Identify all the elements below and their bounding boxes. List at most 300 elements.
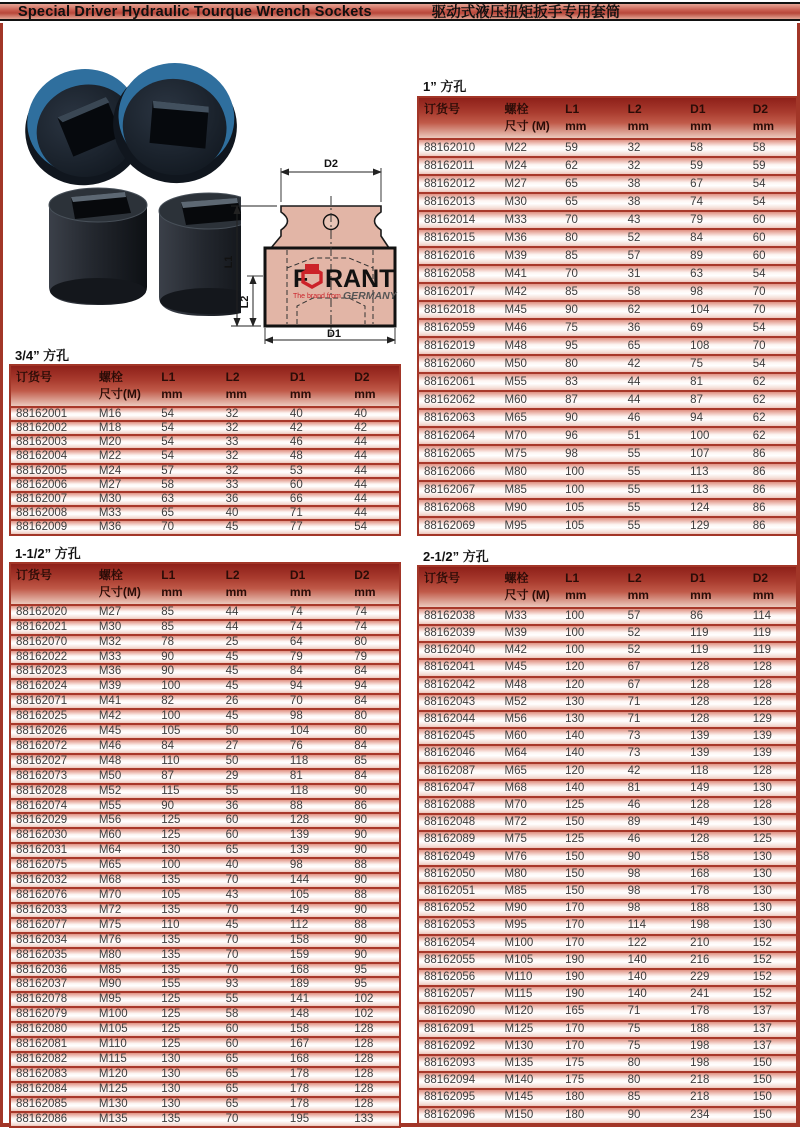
cell-bolt-size: M100 bbox=[94, 1007, 156, 1022]
cell-l1: 63 bbox=[156, 492, 220, 506]
cell-l1: 85 bbox=[156, 605, 220, 620]
cell-d2: 128 bbox=[748, 659, 797, 676]
cell-bolt-size: M90 bbox=[94, 977, 156, 992]
cell-d2: 152 bbox=[748, 986, 797, 1003]
cell-bolt-size: M32 bbox=[94, 635, 156, 650]
cell-order-number: 88162022 bbox=[10, 650, 94, 665]
cell-l2: 27 bbox=[221, 739, 285, 754]
cell-bolt-size: M65 bbox=[94, 858, 156, 873]
table-row bbox=[418, 642, 797, 659]
cell-l1: 135 bbox=[156, 933, 220, 948]
cell-d1: 64 bbox=[285, 635, 349, 650]
cell-l1: 59 bbox=[560, 139, 623, 157]
cell-l1: 100 bbox=[560, 481, 623, 499]
table-row bbox=[10, 933, 400, 948]
cell-l1: 105 bbox=[156, 724, 220, 739]
cell-d1: 88 bbox=[285, 799, 349, 814]
cell-l2: 90 bbox=[623, 849, 686, 866]
cell-bolt-size: M56 bbox=[94, 813, 156, 828]
cell-d1: 42 bbox=[285, 421, 349, 435]
cell-l1: 155 bbox=[156, 977, 220, 992]
cell-l2: 40 bbox=[221, 858, 285, 873]
cell-l1: 175 bbox=[560, 1072, 623, 1089]
table-two-and-half-inch-square-drive bbox=[417, 565, 798, 1125]
cell-l2: 73 bbox=[623, 745, 686, 762]
cell-d2: 74 bbox=[349, 605, 400, 620]
cell-bolt-size: M36 bbox=[94, 664, 156, 679]
cell-l1: 54 bbox=[156, 421, 220, 435]
table-row bbox=[10, 992, 400, 1007]
cell-order-number: 88162018 bbox=[418, 301, 499, 319]
cell-l1: 130 bbox=[560, 694, 623, 711]
cell-order-number: 88162058 bbox=[418, 265, 499, 283]
cell-d2: 90 bbox=[349, 784, 400, 799]
table-row bbox=[418, 1107, 797, 1124]
cell-l1: 170 bbox=[560, 1038, 623, 1055]
cell-d2: 90 bbox=[349, 873, 400, 888]
cell-d2: 128 bbox=[349, 1037, 400, 1052]
cell-d1: 71 bbox=[285, 506, 349, 520]
cell-d1: 198 bbox=[685, 1055, 748, 1072]
cell-d1: 84 bbox=[285, 664, 349, 679]
cell-bolt-size: M60 bbox=[94, 828, 156, 843]
cell-l2: 65 bbox=[221, 1067, 285, 1082]
cell-l1: 75 bbox=[560, 319, 623, 337]
cell-l2: 85 bbox=[623, 1089, 686, 1106]
table-row bbox=[10, 858, 400, 873]
cell-d2: 62 bbox=[748, 427, 797, 445]
cell-l1: 150 bbox=[560, 849, 623, 866]
cell-order-number: 88162046 bbox=[418, 745, 499, 762]
cell-l1: 180 bbox=[560, 1089, 623, 1106]
cell-bolt-size: M140 bbox=[499, 1072, 560, 1089]
cell-d2: 84 bbox=[349, 694, 400, 709]
cell-l2: 36 bbox=[221, 492, 285, 506]
cell-bolt-size: M130 bbox=[94, 1097, 156, 1112]
cell-d1: 128 bbox=[685, 677, 748, 694]
cell-d1: 218 bbox=[685, 1072, 748, 1089]
cell-l2: 65 bbox=[221, 1052, 285, 1067]
cell-d1: 149 bbox=[685, 814, 748, 831]
cell-order-number: 88162041 bbox=[418, 659, 499, 676]
column-header-l1: L1 mm bbox=[156, 365, 220, 407]
cell-bolt-size: M135 bbox=[499, 1055, 560, 1072]
table-row bbox=[418, 139, 797, 157]
cell-bolt-size: M70 bbox=[499, 797, 560, 814]
cell-bolt-size: M45 bbox=[499, 301, 560, 319]
cell-order-number: 88162030 bbox=[10, 828, 94, 843]
table-header-row bbox=[418, 97, 797, 139]
cell-l2: 29 bbox=[221, 769, 285, 784]
cell-l1: 190 bbox=[560, 969, 623, 986]
cell-order-number: 88162078 bbox=[10, 992, 94, 1007]
cell-d2: 84 bbox=[349, 769, 400, 784]
cell-l1: 170 bbox=[560, 1021, 623, 1038]
table-row bbox=[418, 1055, 797, 1072]
table-row bbox=[10, 679, 400, 694]
cell-order-number: 88162028 bbox=[10, 784, 94, 799]
cell-d2: 86 bbox=[748, 517, 797, 535]
table-row bbox=[418, 1021, 797, 1038]
cell-order-number: 88162092 bbox=[418, 1038, 499, 1055]
cell-d2: 133 bbox=[349, 1112, 400, 1127]
cell-l2: 52 bbox=[623, 642, 686, 659]
cell-l2: 46 bbox=[623, 797, 686, 814]
cell-d2: 54 bbox=[748, 193, 797, 211]
cell-order-number: 88162068 bbox=[418, 499, 499, 517]
table-row bbox=[10, 1067, 400, 1082]
table-row bbox=[418, 935, 797, 952]
cell-d2: 44 bbox=[349, 478, 400, 492]
cell-l1: 90 bbox=[560, 409, 623, 427]
cell-bolt-size: M75 bbox=[499, 831, 560, 848]
cell-bolt-size: M36 bbox=[94, 520, 156, 534]
cell-l1: 140 bbox=[560, 780, 623, 797]
cell-order-number: 88162047 bbox=[418, 780, 499, 797]
cell-order-number: 88162057 bbox=[418, 986, 499, 1003]
cell-d1: 178 bbox=[285, 1067, 349, 1082]
table-row bbox=[10, 478, 400, 492]
table-row bbox=[418, 229, 797, 247]
cell-d2: 90 bbox=[349, 813, 400, 828]
cell-d1: 139 bbox=[285, 843, 349, 858]
cell-d2: 150 bbox=[748, 1107, 797, 1124]
table-three-quarter-square-drive bbox=[9, 364, 401, 536]
cell-bolt-size: M85 bbox=[94, 963, 156, 978]
cell-d1: 108 bbox=[685, 337, 748, 355]
column-header-d1: D1 mm bbox=[685, 97, 748, 139]
cell-d2: 95 bbox=[349, 963, 400, 978]
cell-bolt-size: M70 bbox=[499, 427, 560, 445]
cell-l2: 70 bbox=[221, 1112, 285, 1127]
cell-l2: 43 bbox=[221, 888, 285, 903]
cell-d1: 128 bbox=[285, 813, 349, 828]
cell-d1: 168 bbox=[285, 963, 349, 978]
cell-d1: 66 bbox=[285, 492, 349, 506]
table-row bbox=[10, 635, 400, 650]
cell-l1: 82 bbox=[156, 694, 220, 709]
cell-d1: 178 bbox=[285, 1097, 349, 1112]
cell-l1: 140 bbox=[560, 745, 623, 762]
cell-l1: 130 bbox=[156, 1097, 220, 1112]
cell-l2: 44 bbox=[623, 391, 686, 409]
cell-bolt-size: M95 bbox=[499, 917, 560, 934]
cell-d1: 216 bbox=[685, 952, 748, 969]
cell-d2: 114 bbox=[748, 608, 797, 625]
cell-d2: 44 bbox=[349, 435, 400, 449]
table-row bbox=[418, 952, 797, 969]
cell-l1: 105 bbox=[156, 888, 220, 903]
column-header-order: 订货号 bbox=[10, 563, 94, 605]
cell-d1: 112 bbox=[285, 918, 349, 933]
table-row bbox=[418, 866, 797, 883]
cell-bolt-size: M95 bbox=[499, 517, 560, 535]
cell-d1: 195 bbox=[285, 1112, 349, 1127]
cell-d2: 130 bbox=[748, 780, 797, 797]
forant-tagline-small: The brand from bbox=[293, 293, 341, 300]
table-row bbox=[10, 492, 400, 506]
cell-d1: 84 bbox=[685, 229, 748, 247]
cell-d1: 218 bbox=[685, 1089, 748, 1106]
cell-d2: 139 bbox=[748, 745, 797, 762]
cell-d1: 98 bbox=[685, 283, 748, 301]
cell-l2: 98 bbox=[623, 866, 686, 883]
cell-bolt-size: M95 bbox=[94, 992, 156, 1007]
cell-l2: 80 bbox=[623, 1072, 686, 1089]
table-row bbox=[418, 355, 797, 373]
table-row bbox=[418, 608, 797, 625]
cell-l2: 98 bbox=[623, 883, 686, 900]
cell-d1: 119 bbox=[685, 625, 748, 642]
cell-l2: 65 bbox=[221, 1097, 285, 1112]
table-row bbox=[10, 620, 400, 635]
cell-l1: 125 bbox=[156, 828, 220, 843]
column-header-l1: L1 mm bbox=[560, 97, 623, 139]
cell-l2: 55 bbox=[221, 784, 285, 799]
cell-l1: 100 bbox=[156, 679, 220, 694]
cell-order-number: 88162091 bbox=[418, 1021, 499, 1038]
cell-bolt-size: M42 bbox=[499, 642, 560, 659]
cell-l1: 170 bbox=[560, 935, 623, 952]
cell-l1: 100 bbox=[560, 642, 623, 659]
cell-d2: 79 bbox=[349, 650, 400, 665]
column-header-d2: D2 mm bbox=[349, 365, 400, 407]
cell-d1: 139 bbox=[685, 745, 748, 762]
cell-order-number: 88162027 bbox=[10, 754, 94, 769]
cell-l1: 115 bbox=[156, 784, 220, 799]
cell-d2: 60 bbox=[748, 211, 797, 229]
cell-d2: 90 bbox=[349, 948, 400, 963]
cell-l2: 46 bbox=[623, 831, 686, 848]
cell-bolt-size: M68 bbox=[499, 780, 560, 797]
cell-l1: 85 bbox=[560, 247, 623, 265]
cell-d2: 150 bbox=[748, 1089, 797, 1106]
cell-l1: 150 bbox=[560, 883, 623, 900]
cell-l1: 120 bbox=[560, 677, 623, 694]
cell-d1: 188 bbox=[685, 1021, 748, 1038]
cell-l2: 42 bbox=[623, 763, 686, 780]
cell-order-number: 88162085 bbox=[10, 1097, 94, 1112]
cell-l2: 45 bbox=[221, 520, 285, 534]
cell-d1: 74 bbox=[285, 605, 349, 620]
cell-l2: 32 bbox=[221, 449, 285, 463]
cell-d1: 75 bbox=[685, 355, 748, 373]
cell-l1: 62 bbox=[560, 157, 623, 175]
cell-d2: 54 bbox=[748, 265, 797, 283]
cell-l2: 75 bbox=[623, 1038, 686, 1055]
cell-d1: 178 bbox=[685, 883, 748, 900]
cell-order-number: 88162074 bbox=[10, 799, 94, 814]
cell-l1: 100 bbox=[560, 608, 623, 625]
cell-d2: 54 bbox=[748, 175, 797, 193]
cell-bolt-size: M20 bbox=[94, 435, 156, 449]
cell-l1: 180 bbox=[560, 1107, 623, 1124]
cell-bolt-size: M110 bbox=[94, 1037, 156, 1052]
cell-l1: 130 bbox=[560, 711, 623, 728]
cell-d1: 104 bbox=[285, 724, 349, 739]
cell-l1: 135 bbox=[156, 1112, 220, 1127]
cell-l2: 62 bbox=[623, 301, 686, 319]
cell-l2: 89 bbox=[623, 814, 686, 831]
table-row bbox=[10, 694, 400, 709]
cell-order-number: 88162086 bbox=[10, 1112, 94, 1127]
cell-order-number: 88162017 bbox=[418, 283, 499, 301]
cell-d1: 94 bbox=[685, 409, 748, 427]
cell-d1: 70 bbox=[285, 694, 349, 709]
cell-d1: 74 bbox=[285, 620, 349, 635]
cell-bolt-size: M30 bbox=[94, 620, 156, 635]
cell-l1: 105 bbox=[560, 499, 623, 517]
cell-d1: 67 bbox=[685, 175, 748, 193]
cell-order-number: 88162056 bbox=[418, 969, 499, 986]
cell-l1: 135 bbox=[156, 903, 220, 918]
cell-d2: 95 bbox=[349, 977, 400, 992]
cell-l1: 95 bbox=[560, 337, 623, 355]
cell-l2: 114 bbox=[623, 917, 686, 934]
cell-l2: 45 bbox=[221, 650, 285, 665]
table-row bbox=[10, 1082, 400, 1097]
cell-l2: 44 bbox=[221, 620, 285, 635]
cell-l2: 70 bbox=[221, 873, 285, 888]
cell-bolt-size: M52 bbox=[94, 784, 156, 799]
cell-l1: 98 bbox=[560, 445, 623, 463]
cell-bolt-size: M100 bbox=[499, 935, 560, 952]
table-row bbox=[418, 463, 797, 481]
cell-d2: 139 bbox=[748, 728, 797, 745]
cell-l2: 36 bbox=[221, 799, 285, 814]
section-title-three-quarter: 3/4” 方孔 bbox=[15, 348, 70, 363]
cell-order-number: 88162007 bbox=[10, 492, 94, 506]
forant-tagline-big: GERMANY bbox=[343, 290, 397, 302]
cell-d1: 241 bbox=[685, 986, 748, 1003]
cell-l2: 45 bbox=[221, 918, 285, 933]
table-row bbox=[10, 888, 400, 903]
cell-d1: 113 bbox=[685, 481, 748, 499]
cell-order-number: 88162005 bbox=[10, 464, 94, 478]
cell-d2: 137 bbox=[748, 1003, 797, 1020]
table-row bbox=[418, 1089, 797, 1106]
cell-d2: 137 bbox=[748, 1038, 797, 1055]
cell-l1: 170 bbox=[560, 917, 623, 934]
cell-l2: 71 bbox=[623, 711, 686, 728]
column-header-order: 订货号 bbox=[418, 566, 499, 608]
table-row bbox=[418, 517, 797, 535]
forant-logo-rant: RANT bbox=[325, 265, 395, 293]
cell-order-number: 88162070 bbox=[10, 635, 94, 650]
cell-bolt-size: M48 bbox=[499, 677, 560, 694]
cell-l1: 54 bbox=[156, 435, 220, 449]
cell-bolt-size: M33 bbox=[94, 506, 156, 520]
socket-cylinder-left bbox=[49, 188, 147, 305]
cell-l2: 73 bbox=[623, 728, 686, 745]
table-row bbox=[418, 849, 797, 866]
column-header-bolt-size: 螺栓 尺寸 (M) bbox=[499, 97, 560, 139]
cell-bolt-size: M60 bbox=[499, 391, 560, 409]
cell-l2: 70 bbox=[221, 933, 285, 948]
cell-order-number: 88162060 bbox=[418, 355, 499, 373]
table-row bbox=[418, 711, 797, 728]
cell-d2: 102 bbox=[349, 1007, 400, 1022]
cell-bolt-size: M135 bbox=[94, 1112, 156, 1127]
cell-order-number: 88162002 bbox=[10, 421, 94, 435]
cell-l1: 125 bbox=[156, 1022, 220, 1037]
cell-l1: 100 bbox=[560, 463, 623, 481]
cell-d1: 89 bbox=[685, 247, 748, 265]
cell-d2: 90 bbox=[349, 843, 400, 858]
cell-bolt-size: M56 bbox=[499, 711, 560, 728]
cell-bolt-size: M16 bbox=[94, 407, 156, 421]
cell-l2: 122 bbox=[623, 935, 686, 952]
cell-l2: 51 bbox=[623, 427, 686, 445]
table-row bbox=[418, 265, 797, 283]
cell-l1: 130 bbox=[156, 1067, 220, 1082]
table-row bbox=[418, 797, 797, 814]
cell-order-number: 88162071 bbox=[10, 694, 94, 709]
cell-d2: 137 bbox=[748, 1021, 797, 1038]
cell-l2: 52 bbox=[623, 229, 686, 247]
cell-l1: 135 bbox=[156, 963, 220, 978]
cell-bolt-size: M70 bbox=[94, 888, 156, 903]
cell-l1: 84 bbox=[156, 739, 220, 754]
cell-d1: 158 bbox=[285, 933, 349, 948]
cell-order-number: 88162094 bbox=[418, 1072, 499, 1089]
cell-d2: 59 bbox=[748, 157, 797, 175]
cell-bolt-size: M33 bbox=[499, 211, 560, 229]
cell-order-number: 88162076 bbox=[10, 888, 94, 903]
table-row bbox=[10, 1052, 400, 1067]
cell-l1: 100 bbox=[560, 625, 623, 642]
cell-order-number: 88162011 bbox=[418, 157, 499, 175]
cell-l1: 125 bbox=[156, 813, 220, 828]
table-row bbox=[10, 435, 400, 449]
cell-l2: 40 bbox=[221, 506, 285, 520]
cell-l2: 65 bbox=[221, 843, 285, 858]
cell-d2: 84 bbox=[349, 739, 400, 754]
cell-l1: 90 bbox=[560, 301, 623, 319]
cell-d1: 189 bbox=[285, 977, 349, 992]
cell-l2: 44 bbox=[623, 373, 686, 391]
table-row bbox=[418, 283, 797, 301]
cell-l2: 60 bbox=[221, 828, 285, 843]
table-row bbox=[418, 337, 797, 355]
cell-order-number: 88162082 bbox=[10, 1052, 94, 1067]
content-frame bbox=[0, 23, 800, 1127]
cell-l2: 33 bbox=[221, 478, 285, 492]
cell-order-number: 88162034 bbox=[10, 933, 94, 948]
forant-logo-f: F bbox=[293, 265, 309, 293]
cell-l1: 120 bbox=[560, 763, 623, 780]
cell-d1: 168 bbox=[285, 1052, 349, 1067]
cell-d2: 86 bbox=[748, 481, 797, 499]
cell-order-number: 88162051 bbox=[418, 883, 499, 900]
cell-d1: 129 bbox=[685, 517, 748, 535]
cell-d2: 54 bbox=[748, 355, 797, 373]
cell-d2: 62 bbox=[748, 391, 797, 409]
cell-bolt-size: M22 bbox=[94, 449, 156, 463]
section-title-one-and-half: 1-1/2” 方孔 bbox=[15, 546, 81, 561]
cell-l2: 32 bbox=[623, 157, 686, 175]
cell-bolt-size: M39 bbox=[499, 625, 560, 642]
cell-d1: 188 bbox=[685, 900, 748, 917]
cell-d1: 178 bbox=[285, 1082, 349, 1097]
cell-order-number: 88162088 bbox=[418, 797, 499, 814]
cell-l2: 140 bbox=[623, 986, 686, 1003]
cell-d2: 86 bbox=[748, 445, 797, 463]
table-row bbox=[10, 977, 400, 992]
cell-l1: 90 bbox=[156, 664, 220, 679]
cell-order-number: 88162025 bbox=[10, 709, 94, 724]
cell-order-number: 88162073 bbox=[10, 769, 94, 784]
